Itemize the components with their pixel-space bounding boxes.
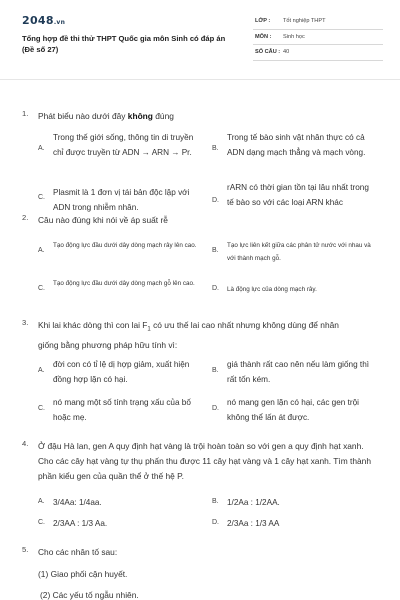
- meta-row-subject: [253, 30, 383, 46]
- question-text: [38, 109, 378, 124]
- question-text-part: giống bằng phương pháp hữu tính vì:: [38, 339, 178, 350]
- question-number: 3.: [22, 318, 29, 327]
- option-label: C.: [38, 405, 45, 412]
- option-text: Tạo lực liên kết giữa các phân tử nước với nhau và với thành mạch gỗ.: [227, 242, 371, 262]
- logo-text: 2048: [22, 14, 54, 27]
- meta-value: Tốt nghiệp THPT: [283, 18, 326, 24]
- question-text-subscript: 1: [147, 326, 151, 333]
- option-text: Là động lực của dòng mạch rây.: [227, 286, 317, 293]
- header-divider: [0, 79, 400, 80]
- option-label: A.: [38, 145, 45, 152]
- option-text: 1/2Aa : 1/2AA.: [227, 498, 280, 507]
- logo-suffix: .vn: [53, 19, 66, 26]
- option-label: D.: [212, 405, 219, 412]
- option-label: D.: [212, 519, 219, 526]
- option-text: 3/4Aa: 1/4aa.: [53, 498, 102, 507]
- option-text: rARN có thời gian tồn tại lâu nhất trong tế bào so với các loại ARN khác: [227, 183, 369, 207]
- option-text: Trong thế giới sống, thông tin di truyền chỉ được truyền từ ADN → ARN → Pr.: [53, 133, 194, 157]
- question-text: Ở đậu Hà lan, gen A quy định hạt vàng là trội hoàn toàn so với gen a quy định hạt xanh. Cho các cây hạt vàng tự thụ phấn thu được 11 cây hạt vàng và 1 cây hạt xanh. Tìm thành phần kiểu gen của quần thể ở thế hệ P.: [38, 441, 371, 481]
- meta-key: MÔN :: [255, 33, 272, 40]
- meta-key: SỐ CÂU :: [255, 49, 281, 55]
- meta-row-count: [253, 45, 383, 61]
- option-label: A.: [38, 367, 45, 374]
- question-text-part: Phát biểu nào dưới đây: [38, 111, 128, 121]
- option-label: D.: [212, 285, 219, 292]
- option-label: C.: [38, 194, 45, 201]
- option-label: A.: [38, 247, 45, 254]
- option-text: 2/3AA : 1/3 Aa.: [53, 519, 108, 528]
- question-text: Cho các nhân tố sau:: [38, 547, 118, 557]
- meta-key: LỚP :: [255, 18, 271, 24]
- option-text: Trong tế bào sinh vật nhân thực có cả ADN dạng mạch thẳng và mạch vòng.: [227, 133, 366, 157]
- option-text: đời con có tỉ lệ dị hợp giảm, xuất hiện đồng hợp lặn có hại.: [53, 360, 190, 384]
- option-label: B.: [212, 367, 219, 374]
- question-5-line-1: (1) Giao phối cận huyết.: [38, 569, 128, 579]
- option-label: B.: [212, 145, 219, 152]
- option-label: B.: [212, 247, 219, 254]
- question-number: 4.: [22, 439, 29, 448]
- option-label: B.: [212, 498, 219, 505]
- option-text: giá thành rất cao nên nếu làm giống thì rất tốn kém.: [227, 360, 370, 384]
- question-text: [38, 318, 378, 353]
- question-text: Câu nào đúng khi nói về áp suất rễ: [38, 215, 168, 225]
- question-text-part: Khi lai khác dòng thì con lai F: [38, 320, 148, 330]
- option-label: D.: [212, 197, 219, 204]
- question-text-part: có ưu thế lai cao nhất nhưng không dùng để nhân: [150, 320, 339, 330]
- option-label: A.: [38, 498, 45, 505]
- option-text: Tạo động lực đầu dưới dây dòng mạch rây lên cao.: [53, 242, 197, 249]
- meta-row-class: [253, 14, 383, 30]
- document-title: Tổng hợp đề thi thử THPT Quốc gia môn Sinh có đáp án (Đề số 27): [22, 34, 226, 54]
- site-logo[interactable]: [22, 14, 65, 27]
- option-text: Tạo động lực đầu dưới dây dòng mạch gỗ lên cao.: [53, 280, 195, 287]
- question-number: 1.: [22, 109, 29, 118]
- question-number: 2.: [22, 213, 29, 222]
- option-text: nó mang một số tính trạng xấu của bố hoặc mẹ.: [53, 398, 191, 422]
- question-text-emphasis: không: [127, 111, 153, 121]
- question-number: 5.: [22, 545, 29, 554]
- option-text: Plasmit là 1 đơn vị tái bản độc lập với ADN trong nhiễm nhân.: [53, 188, 190, 212]
- question-5-line-2: (2) Các yếu tố ngẫu nhiên.: [40, 590, 139, 600]
- option-text: 2/3Aa : 1/3 AA: [227, 519, 280, 528]
- meta-table: [253, 14, 383, 61]
- option-label: C.: [38, 285, 45, 292]
- option-label: C.: [38, 519, 45, 526]
- meta-value: 40: [283, 49, 290, 55]
- meta-value: Sinh học: [283, 33, 305, 40]
- question-text-part: đúng: [152, 111, 174, 121]
- page-header: [0, 0, 400, 80]
- option-text: nó mang gen lặn có hại, các gen trội không thể lấn át được.: [227, 398, 359, 422]
